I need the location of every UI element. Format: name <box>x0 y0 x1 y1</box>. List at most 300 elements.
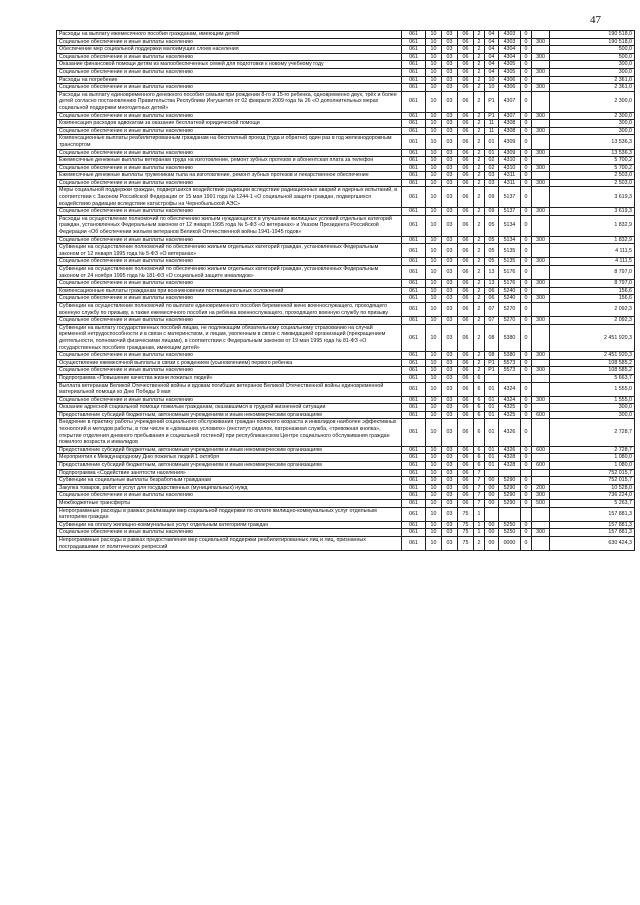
row-code-8: 0 <box>521 68 532 76</box>
row-code-7: 4324 <box>499 396 521 404</box>
row-code-7: 5134 <box>499 236 521 244</box>
row-code-5: 2 <box>474 31 485 39</box>
row-code-2: 10 <box>426 419 442 446</box>
row-code-1: 061 <box>402 352 426 360</box>
row-code-4: 06 <box>458 500 474 508</box>
table-row <box>57 359 635 367</box>
row-code-3: 03 <box>442 419 458 446</box>
row-code-4: 06 <box>458 76 474 84</box>
table-row <box>57 244 635 258</box>
row-code-8: 0 <box>521 352 532 360</box>
row-code-5: 2 <box>474 53 485 61</box>
row-code-9 <box>532 536 550 550</box>
row-code-3: 03 <box>442 46 458 54</box>
row-code-1: 061 <box>402 149 426 157</box>
row-amount: 2 728,7 <box>550 446 635 454</box>
row-code-5: 6 <box>474 411 485 419</box>
row-code-6: 05 <box>485 236 499 244</box>
row-code-1: 061 <box>402 76 426 84</box>
row-code-8: 0 <box>521 367 532 375</box>
row-code-5: 2 <box>474 266 485 280</box>
row-code-2: 10 <box>426 302 442 316</box>
row-amount: 8 797,0 <box>550 280 635 288</box>
row-code-9 <box>532 46 550 54</box>
row-code-6: 11 <box>485 120 499 128</box>
table-row <box>57 38 635 46</box>
row-code-9 <box>532 135 550 149</box>
row-code-4: 06 <box>458 187 474 208</box>
row-code-2: 10 <box>426 84 442 92</box>
row-code-8: 0 <box>521 529 532 537</box>
row-code-9 <box>532 419 550 446</box>
row-name: Подпрограмма «Повышение качества жизни пожилых людей» <box>57 374 402 382</box>
row-name: Расходы на выплату ежемесячного пособия гражданам, имеющим детей <box>57 31 402 39</box>
row-code-6: 09 <box>485 187 499 208</box>
row-code-4: 06 <box>458 91 474 112</box>
row-code-4: 06 <box>458 454 474 462</box>
page-number: 47 <box>590 14 601 26</box>
row-code-5: 6 <box>474 396 485 404</box>
row-name: Социальное обеспечение и иные выплаты населению <box>57 529 402 537</box>
row-code-5: 7 <box>474 484 485 492</box>
row-code-9 <box>532 287 550 295</box>
row-code-7: 4324 <box>499 382 521 396</box>
row-code-9 <box>532 382 550 396</box>
row-code-8: 0 <box>521 157 532 165</box>
row-code-4: 06 <box>458 236 474 244</box>
row-code-5: 2 <box>474 536 485 550</box>
row-code-9: 300 <box>532 53 550 61</box>
row-amount: 2 503,0 <box>550 179 635 187</box>
row-code-7: 5290 <box>499 492 521 500</box>
row-code-5: 2 <box>474 208 485 216</box>
row-code-8: 0 <box>521 31 532 39</box>
row-amount: 300,0 <box>550 120 635 128</box>
row-code-2: 10 <box>426 404 442 412</box>
table-row <box>57 157 635 165</box>
table-row <box>57 454 635 462</box>
row-code-2: 10 <box>426 536 442 550</box>
row-code-3: 03 <box>442 477 458 485</box>
row-code-7: 4307 <box>499 112 521 120</box>
row-code-9: 300 <box>532 38 550 46</box>
row-code-9: 300 <box>532 112 550 120</box>
row-code-6: 13 <box>485 280 499 288</box>
row-code-8: 0 <box>521 302 532 316</box>
row-code-6: Р1 <box>485 91 499 112</box>
row-code-9 <box>532 61 550 69</box>
table-row <box>57 419 635 446</box>
row-code-6: 01 <box>485 135 499 149</box>
row-name: Субвенции на оплату жилищно-коммунальных услуг отдельным категориям граждан <box>57 521 402 529</box>
row-name: Предоставление субсидий бюджетным, автономным учреждениям и иным некоммерческим организациям <box>57 411 402 419</box>
row-code-3: 03 <box>442 236 458 244</box>
row-code-9: 300 <box>532 179 550 187</box>
row-code-4: 06 <box>458 208 474 216</box>
row-code-3: 03 <box>442 462 458 470</box>
row-code-1: 061 <box>402 135 426 149</box>
row-code-6: 00 <box>485 492 499 500</box>
row-code-9: 600 <box>532 446 550 454</box>
row-code-8: 0 <box>521 359 532 367</box>
row-code-6: 02 <box>485 164 499 172</box>
row-code-3: 03 <box>442 287 458 295</box>
row-code-9 <box>532 172 550 180</box>
row-code-6 <box>485 469 499 477</box>
row-code-4: 06 <box>458 120 474 128</box>
row-code-9: 300 <box>532 529 550 537</box>
row-name: Расходы на осуществление полномочий по обеспечению жильем нуждающихся в улучшении жилищных условий отдельных категорий граждан, установленных Федеральным законом от 12 января 1995 года № 5-ФЗ «О ветеранах» и Указом Президента Российской Федерации «Об обеспечении жильем ветеранов Великой Отечественной войны 1941-1945 годов» <box>57 215 402 236</box>
row-code-2: 10 <box>426 46 442 54</box>
row-code-8: 0 <box>521 280 532 288</box>
row-code-6: 00 <box>485 536 499 550</box>
row-code-9: 500 <box>532 500 550 508</box>
row-code-8: 0 <box>521 244 532 258</box>
row-code-1: 061 <box>402 295 426 303</box>
row-amount: 300,0 <box>550 68 635 76</box>
row-code-5: 2 <box>474 84 485 92</box>
row-code-1: 061 <box>402 244 426 258</box>
row-code-4: 06 <box>458 38 474 46</box>
row-code-3: 03 <box>442 68 458 76</box>
row-code-3: 03 <box>442 76 458 84</box>
row-amount: 1 080,0 <box>550 462 635 470</box>
row-code-6: 00 <box>485 521 499 529</box>
row-code-2: 10 <box>426 469 442 477</box>
row-code-8: 0 <box>521 258 532 266</box>
row-code-2: 10 <box>426 127 442 135</box>
row-code-6: Р1 <box>485 112 499 120</box>
row-code-9: 300 <box>532 84 550 92</box>
row-code-1: 061 <box>402 477 426 485</box>
row-code-7: 5290 <box>499 500 521 508</box>
row-code-1: 061 <box>402 208 426 216</box>
row-code-6: 07 <box>485 302 499 316</box>
row-code-2: 10 <box>426 38 442 46</box>
row-code-6: 10 <box>485 76 499 84</box>
row-code-5: 2 <box>474 367 485 375</box>
row-code-3: 03 <box>442 258 458 266</box>
row-code-1: 061 <box>402 61 426 69</box>
row-name: Социальное обеспечение и иные выплаты населению <box>57 208 402 216</box>
row-code-8: 0 <box>521 536 532 550</box>
table-row <box>57 127 635 135</box>
table-row <box>57 112 635 120</box>
row-code-8 <box>521 469 532 477</box>
row-code-9: 300 <box>532 352 550 360</box>
row-name: Социальное обеспечение и иные выплаты населению <box>57 38 402 46</box>
row-code-8: 0 <box>521 46 532 54</box>
row-name: Обеспечение мер социальной поддержки малоимущих слоев населения <box>57 46 402 54</box>
row-code-8: 0 <box>521 477 532 485</box>
table-row <box>57 287 635 295</box>
row-amount: 300,0 <box>550 127 635 135</box>
row-code-9 <box>532 157 550 165</box>
row-code-6: 01 <box>485 396 499 404</box>
row-code-2: 10 <box>426 53 442 61</box>
row-code-1: 061 <box>402 484 426 492</box>
row-code-8: 0 <box>521 492 532 500</box>
row-code-4: 06 <box>458 244 474 258</box>
row-code-2: 10 <box>426 68 442 76</box>
row-code-5: 2 <box>474 68 485 76</box>
row-code-4: 06 <box>458 179 474 187</box>
row-name: Расходы на погребение <box>57 76 402 84</box>
row-code-7: 4305 <box>499 61 521 69</box>
row-name: Выплата ветеранам Великой Отечественной войны и вдовам погибших ветеранов Великой Отечественной войны единовременной материальной помощи ко Дню Победы 9 мая <box>57 382 402 396</box>
row-code-9 <box>532 302 550 316</box>
row-amount: 2 503,0 <box>550 172 635 180</box>
row-code-4: 06 <box>458 302 474 316</box>
row-code-4: 75 <box>458 521 474 529</box>
table-row <box>57 215 635 236</box>
table-row <box>57 477 635 485</box>
row-code-7: 5270 <box>499 317 521 325</box>
table-row <box>57 258 635 266</box>
row-amount: 157 881,3 <box>550 521 635 529</box>
row-code-7: 5380 <box>499 324 521 351</box>
row-code-2: 10 <box>426 31 442 39</box>
row-code-4: 06 <box>458 396 474 404</box>
row-code-3: 03 <box>442 172 458 180</box>
row-amount: 2 361,0 <box>550 76 635 84</box>
row-code-4: 06 <box>458 149 474 157</box>
row-code-5: 6 <box>474 419 485 446</box>
row-code-8: 0 <box>521 446 532 454</box>
row-amount: 2 361,0 <box>550 84 635 92</box>
row-name: Социальное обеспечение и иные выплаты населению <box>57 164 402 172</box>
row-code-2: 10 <box>426 244 442 258</box>
row-code-8: 0 <box>521 61 532 69</box>
row-code-9 <box>532 521 550 529</box>
row-name: Субвенции на осуществление полномочий по выплате единовременного пособия беременной жене военнослужащего, проходящего военную службу по призыву, а также ежемесячного пособия на ребёнка военнослужащего, проходящего военную службу по призыву <box>57 302 402 316</box>
row-name: Мероприятия к Международному Дню пожилых людей 1 октября <box>57 454 402 462</box>
row-code-5: 2 <box>474 324 485 351</box>
row-code-2: 10 <box>426 287 442 295</box>
row-code-1: 061 <box>402 258 426 266</box>
row-code-6: 09 <box>485 208 499 216</box>
row-code-7: 4303 <box>499 38 521 46</box>
row-code-9 <box>532 120 550 128</box>
table-row <box>57 484 635 492</box>
row-code-1: 061 <box>402 68 426 76</box>
row-code-8: 0 <box>521 76 532 84</box>
row-code-6: 03 <box>485 179 499 187</box>
row-code-1: 061 <box>402 120 426 128</box>
row-code-3: 03 <box>442 382 458 396</box>
row-amount: 3 619,3 <box>550 208 635 216</box>
row-code-5: 2 <box>474 127 485 135</box>
table-row <box>57 507 635 521</box>
table-row <box>57 295 635 303</box>
row-code-8: 0 <box>521 521 532 529</box>
row-code-3: 03 <box>442 324 458 351</box>
row-code-4: 06 <box>458 446 474 454</box>
row-code-1: 061 <box>402 419 426 446</box>
row-name: Ежемесячные денежные выплаты ветеранам труда на изготовление, ремонт зубных протезов и абонентская плата за телефон <box>57 157 402 165</box>
row-code-3: 03 <box>442 302 458 316</box>
row-code-9: 300 <box>532 68 550 76</box>
row-code-8: 0 <box>521 236 532 244</box>
row-code-4: 06 <box>458 164 474 172</box>
row-code-3: 03 <box>442 112 458 120</box>
row-code-2: 10 <box>426 149 442 157</box>
table-row <box>57 324 635 351</box>
row-code-5: 6 <box>474 404 485 412</box>
row-code-3: 03 <box>442 352 458 360</box>
row-code-5: 6 <box>474 462 485 470</box>
row-amount: 500,0 <box>550 53 635 61</box>
row-code-3: 03 <box>442 91 458 112</box>
row-code-7: 0000 <box>499 536 521 550</box>
row-code-9: 300 <box>532 367 550 375</box>
row-amount: 5 700,2 <box>550 164 635 172</box>
row-name: Субвенции на выплату государственных пособий лицам, не подлежащим обязательному социальному страхованию на случай временной нетрудоспособности и в связи с материнством, и лицам, уволенным в связи с ликвидацией организаций (прекращением деятельности, полномочий физическими лицами), в соответствии с Федеральным законом от 19 мая 1995 года № 81-ФЗ «О государственных пособиях гражданам, имеющим детей» <box>57 324 402 351</box>
row-code-8 <box>521 374 532 382</box>
row-code-5: 6 <box>474 454 485 462</box>
table-row <box>57 164 635 172</box>
row-code-7: 5134 <box>499 215 521 236</box>
row-code-2: 10 <box>426 172 442 180</box>
row-code-9 <box>532 31 550 39</box>
row-code-7: 4325 <box>499 404 521 412</box>
row-amount: 13 536,3 <box>550 135 635 149</box>
row-code-3: 03 <box>442 280 458 288</box>
row-code-7: 4307 <box>499 91 521 112</box>
row-code-1: 061 <box>402 324 426 351</box>
row-code-8: 0 <box>521 324 532 351</box>
row-code-7: 4328 <box>499 462 521 470</box>
row-code-7: 4310 <box>499 157 521 165</box>
row-code-7: 4309 <box>499 135 521 149</box>
row-code-4: 06 <box>458 359 474 367</box>
row-code-7: 5380 <box>499 352 521 360</box>
row-code-1: 061 <box>402 46 426 54</box>
row-code-3: 03 <box>442 120 458 128</box>
row-code-8: 0 <box>521 287 532 295</box>
row-code-3: 03 <box>442 208 458 216</box>
row-code-7: 5137 <box>499 208 521 216</box>
row-amount: 190 518,0 <box>550 38 635 46</box>
row-amount: 156,6 <box>550 295 635 303</box>
row-code-5: 2 <box>474 38 485 46</box>
row-code-1: 061 <box>402 396 426 404</box>
row-code-1: 061 <box>402 179 426 187</box>
row-code-5: 6 <box>474 382 485 396</box>
row-code-1: 061 <box>402 359 426 367</box>
row-code-9: 300 <box>532 208 550 216</box>
row-code-6: 13 <box>485 266 499 280</box>
row-code-9 <box>532 374 550 382</box>
row-code-5: 2 <box>474 215 485 236</box>
table-row <box>57 172 635 180</box>
row-code-5: 2 <box>474 135 485 149</box>
row-code-6: 05 <box>485 244 499 258</box>
row-code-1: 061 <box>402 382 426 396</box>
row-code-3: 03 <box>442 536 458 550</box>
row-code-9 <box>532 404 550 412</box>
row-code-5: 7 <box>474 477 485 485</box>
row-code-7: 4305 <box>499 68 521 76</box>
row-code-9: 200 <box>532 484 550 492</box>
table-row <box>57 68 635 76</box>
row-code-5: 2 <box>474 187 485 208</box>
row-amount: 190 518,0 <box>550 31 635 39</box>
row-code-8: 0 <box>521 53 532 61</box>
row-code-8: 0 <box>521 112 532 120</box>
row-code-5: 2 <box>474 46 485 54</box>
row-code-2: 10 <box>426 76 442 84</box>
row-code-2: 10 <box>426 359 442 367</box>
row-name: Предоставление субсидий бюджетным, автономным учреждениям и иным некоммерческим организациям <box>57 462 402 470</box>
row-code-2: 10 <box>426 258 442 266</box>
row-code-6: 04 <box>485 61 499 69</box>
table-row <box>57 76 635 84</box>
row-code-3: 03 <box>442 157 458 165</box>
budget-table <box>56 30 635 551</box>
row-code-3: 03 <box>442 127 458 135</box>
row-code-5: 2 <box>474 164 485 172</box>
row-code-9 <box>532 244 550 258</box>
row-code-2: 10 <box>426 324 442 351</box>
row-code-1: 061 <box>402 127 426 135</box>
row-code-4: 06 <box>458 374 474 382</box>
row-code-5: 2 <box>474 317 485 325</box>
row-name: Социальное обеспечение и иные выплаты населению <box>57 68 402 76</box>
row-code-5: 2 <box>474 295 485 303</box>
row-code-1: 061 <box>402 367 426 375</box>
row-code-1: 061 <box>402 317 426 325</box>
row-code-4: 06 <box>458 46 474 54</box>
row-code-2: 10 <box>426 135 442 149</box>
row-name: Оказание финансовой помощи детям из малообеспеченных семей для подготовки к новому учебному году <box>57 61 402 69</box>
row-code-8: 0 <box>521 38 532 46</box>
row-code-5: 7 <box>474 492 485 500</box>
table-row <box>57 135 635 149</box>
row-amount: 5 663,7 <box>550 374 635 382</box>
row-code-5: 2 <box>474 236 485 244</box>
row-code-7: 4306 <box>499 76 521 84</box>
row-code-5: 2 <box>474 112 485 120</box>
row-code-5: 2 <box>474 287 485 295</box>
row-code-6: 05 <box>485 215 499 236</box>
row-code-1: 061 <box>402 236 426 244</box>
row-code-2: 10 <box>426 396 442 404</box>
row-amount: 13 536,3 <box>550 149 635 157</box>
table-row <box>57 374 635 382</box>
table-row <box>57 120 635 128</box>
row-code-1: 061 <box>402 287 426 295</box>
row-code-5: 1 <box>474 507 485 521</box>
row-code-4: 06 <box>458 492 474 500</box>
row-code-7: 5240 <box>499 295 521 303</box>
row-amount: 3 619,3 <box>550 187 635 208</box>
row-code-5: 1 <box>474 529 485 537</box>
row-amount: 4 111,5 <box>550 244 635 258</box>
row-amount: 4 111,5 <box>550 258 635 266</box>
row-code-1: 061 <box>402 404 426 412</box>
row-code-3: 03 <box>442 244 458 258</box>
row-code-7: 5137 <box>499 187 521 208</box>
row-code-6: 01 <box>485 404 499 412</box>
row-code-3: 03 <box>442 187 458 208</box>
row-code-4: 75 <box>458 529 474 537</box>
row-code-6: 06 <box>485 295 499 303</box>
row-code-1: 061 <box>402 536 426 550</box>
table-row <box>57 266 635 280</box>
row-code-2: 10 <box>426 280 442 288</box>
row-code-8: 0 <box>521 164 532 172</box>
